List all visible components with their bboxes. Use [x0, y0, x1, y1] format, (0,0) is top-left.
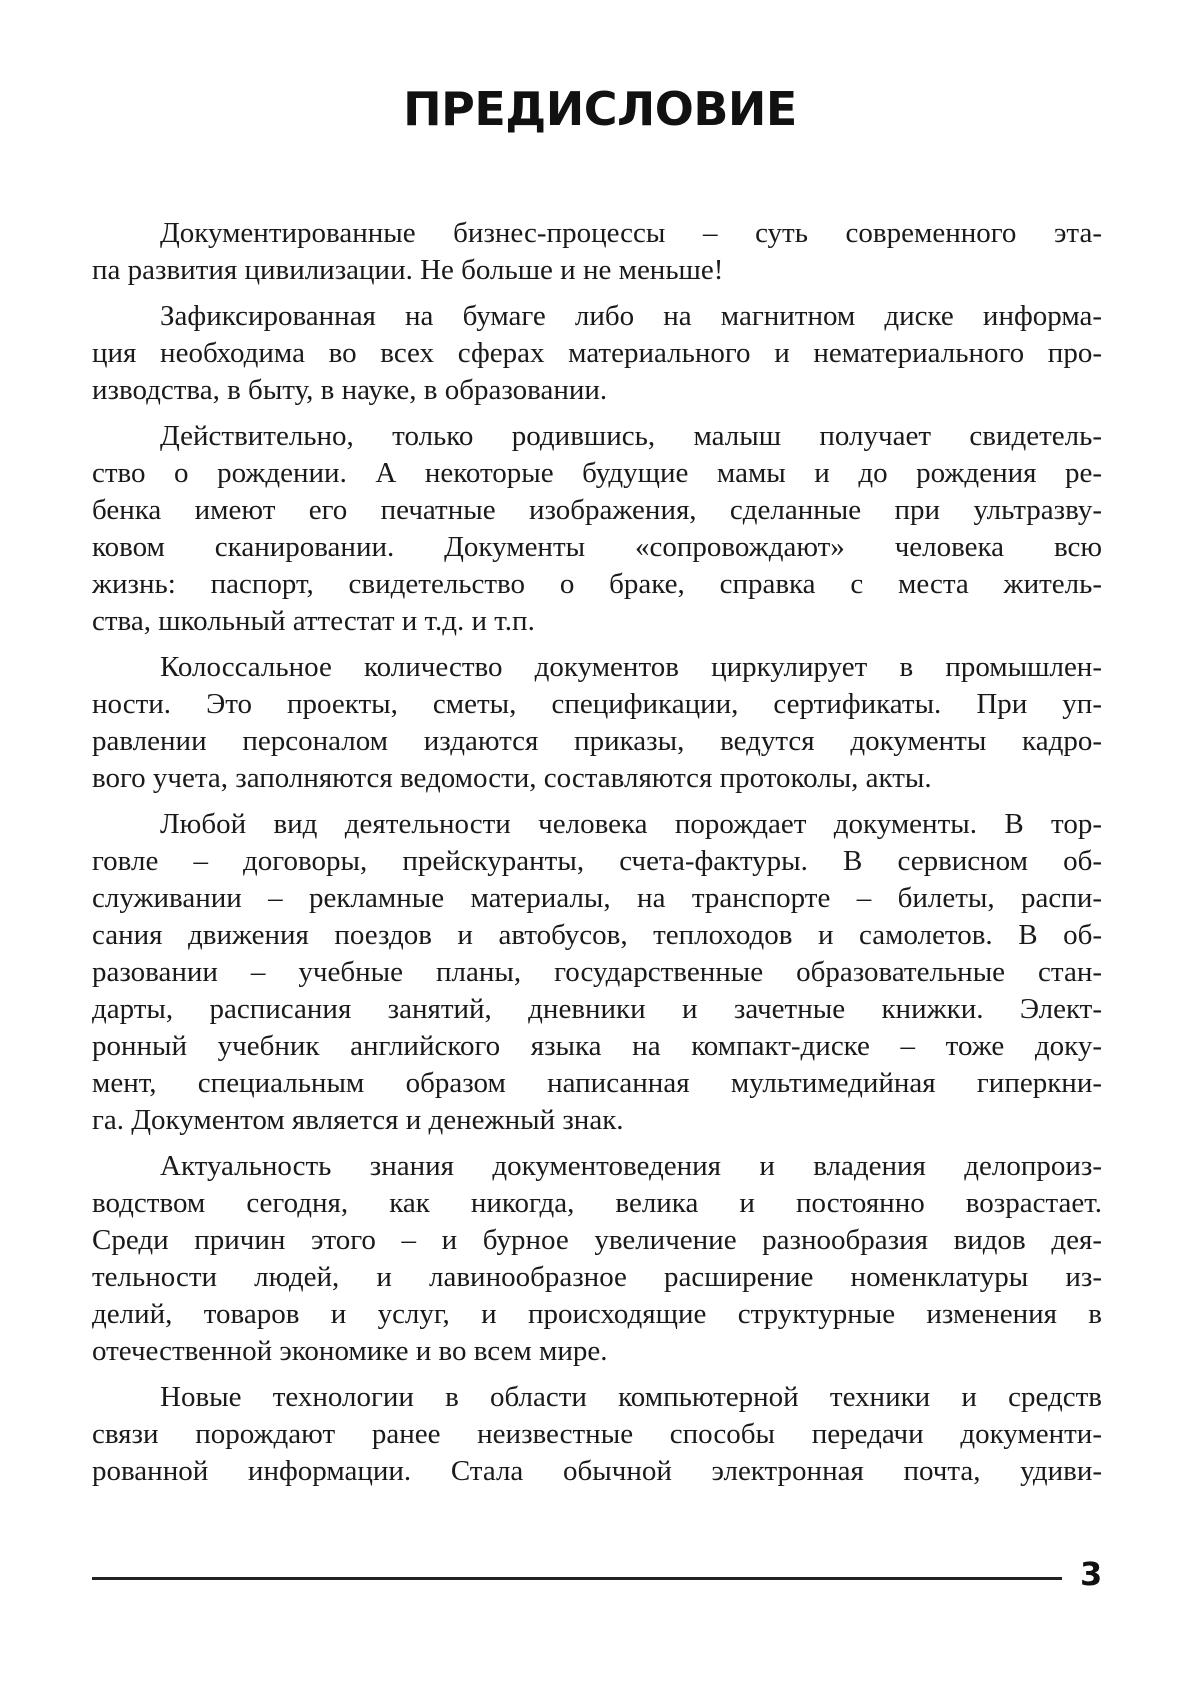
- paragraph: [92, 298, 1102, 409]
- page-number: 3: [1080, 1555, 1103, 1593]
- body-text: [92, 215, 1102, 1490]
- text-line: Актуальность знания документоведения и владения делопроиз-: [160, 1150, 1102, 1182]
- text-line: изводства, в быту, в науке, в образовании.: [92, 374, 608, 406]
- text-line: ство о рождении. А некоторые будущие мамы и до рождения ре-: [92, 457, 1102, 489]
- paragraph-gap: [92, 409, 1102, 418]
- text-line: рованной информации. Стала обычной электронная почта, удиви-: [92, 1455, 1102, 1487]
- text-line: жизнь: паспорт, свидетельство о браке, справка с места житель-: [92, 568, 1102, 600]
- text-line: делий, товаров и услуг, и происходящие структурные изменения в: [92, 1298, 1102, 1330]
- text-line: тельности людей, и лавинообразное расширение номенклатуры из-: [92, 1261, 1102, 1293]
- text-line: служивании – рекламные материалы, на транспорте – билеты, распи-: [92, 882, 1102, 914]
- text-line: сания движения поездов и автобусов, теплоходов и самолетов. В об-: [92, 919, 1102, 951]
- page-title: ПРЕДИСЛОВИЕ: [403, 82, 797, 136]
- paragraph: [92, 649, 1102, 797]
- text-line: ства, школьный аттестат и т.д. и т.п.: [92, 605, 535, 637]
- footer-rule: [92, 1577, 1062, 1580]
- text-line: вого учета, заполняются ведомости, составляются протоколы, акты.: [92, 762, 932, 794]
- text-line: па развития цивилизации. Не больше и не меньше!: [92, 254, 724, 286]
- paragraph: [92, 806, 1102, 1139]
- paragraph-gap: [92, 797, 1102, 806]
- text-line: Любой вид деятельности человека порождает документы. В тор-: [160, 808, 1102, 840]
- paragraph-gap: [92, 1370, 1102, 1379]
- text-line: водством сегодня, как никогда, велика и постоянно возрастает.: [92, 1187, 1102, 1219]
- text-line: разовании – учебные планы, государственные образовательные стан-: [92, 956, 1102, 988]
- text-line: ция необходима во всех сферах материального и нематериального про-: [92, 337, 1102, 369]
- text-line: га. Документом является и денежный знак.: [92, 1104, 624, 1136]
- text-line: говле – договоры, прейскуранты, счета-фактуры. В сервисном об-: [92, 845, 1102, 877]
- paragraph: [92, 1148, 1102, 1370]
- text-line: равлении персоналом издаются приказы, ведутся документы кадро-: [92, 725, 1102, 757]
- paragraph: [92, 1379, 1102, 1490]
- text-line: Среди причин этого – и бурное увеличение разнообразия видов дея-: [92, 1224, 1102, 1256]
- text-line: мент, специальным образом написанная мультимедийная гиперкни-: [92, 1067, 1102, 1099]
- text-line: ности. Это проекты, сметы, спецификации, сертификаты. При уп-: [92, 688, 1102, 720]
- paragraph-gap: [92, 1139, 1102, 1148]
- paragraph: [92, 215, 1102, 289]
- text-line: Зафиксированная на бумаге либо на магнитном диске информа-: [160, 300, 1102, 332]
- text-line: Документированные бизнес-процессы – суть современного эта-: [160, 217, 1102, 249]
- text-line: связи порождают ранее неизвестные способы передачи документи-: [92, 1418, 1102, 1450]
- text-line: Колоссальное количество документов циркулирует в промышлен-: [160, 651, 1102, 683]
- text-line: бенка имеют его печатные изображения, сделанные при ультразву-: [92, 494, 1102, 526]
- text-line: Действительно, только родившись, малыш получает свидетель-: [160, 420, 1102, 452]
- paragraph-gap: [92, 289, 1102, 298]
- text-line: ронный учебник английского языка на компакт-диске – тоже доку-: [92, 1030, 1102, 1062]
- paragraph: [92, 418, 1102, 640]
- text-line: дарты, расписания занятий, дневники и зачетные книжки. Элект-: [92, 993, 1102, 1025]
- text-line: ковом сканировании. Документы «сопровождают» человека всю: [92, 531, 1102, 563]
- text-line: Новые технологии в области компьютерной техники и средств: [160, 1381, 1102, 1413]
- paragraph-gap: [92, 640, 1102, 649]
- text-line: отечественной экономике и во всем мире.: [92, 1335, 608, 1367]
